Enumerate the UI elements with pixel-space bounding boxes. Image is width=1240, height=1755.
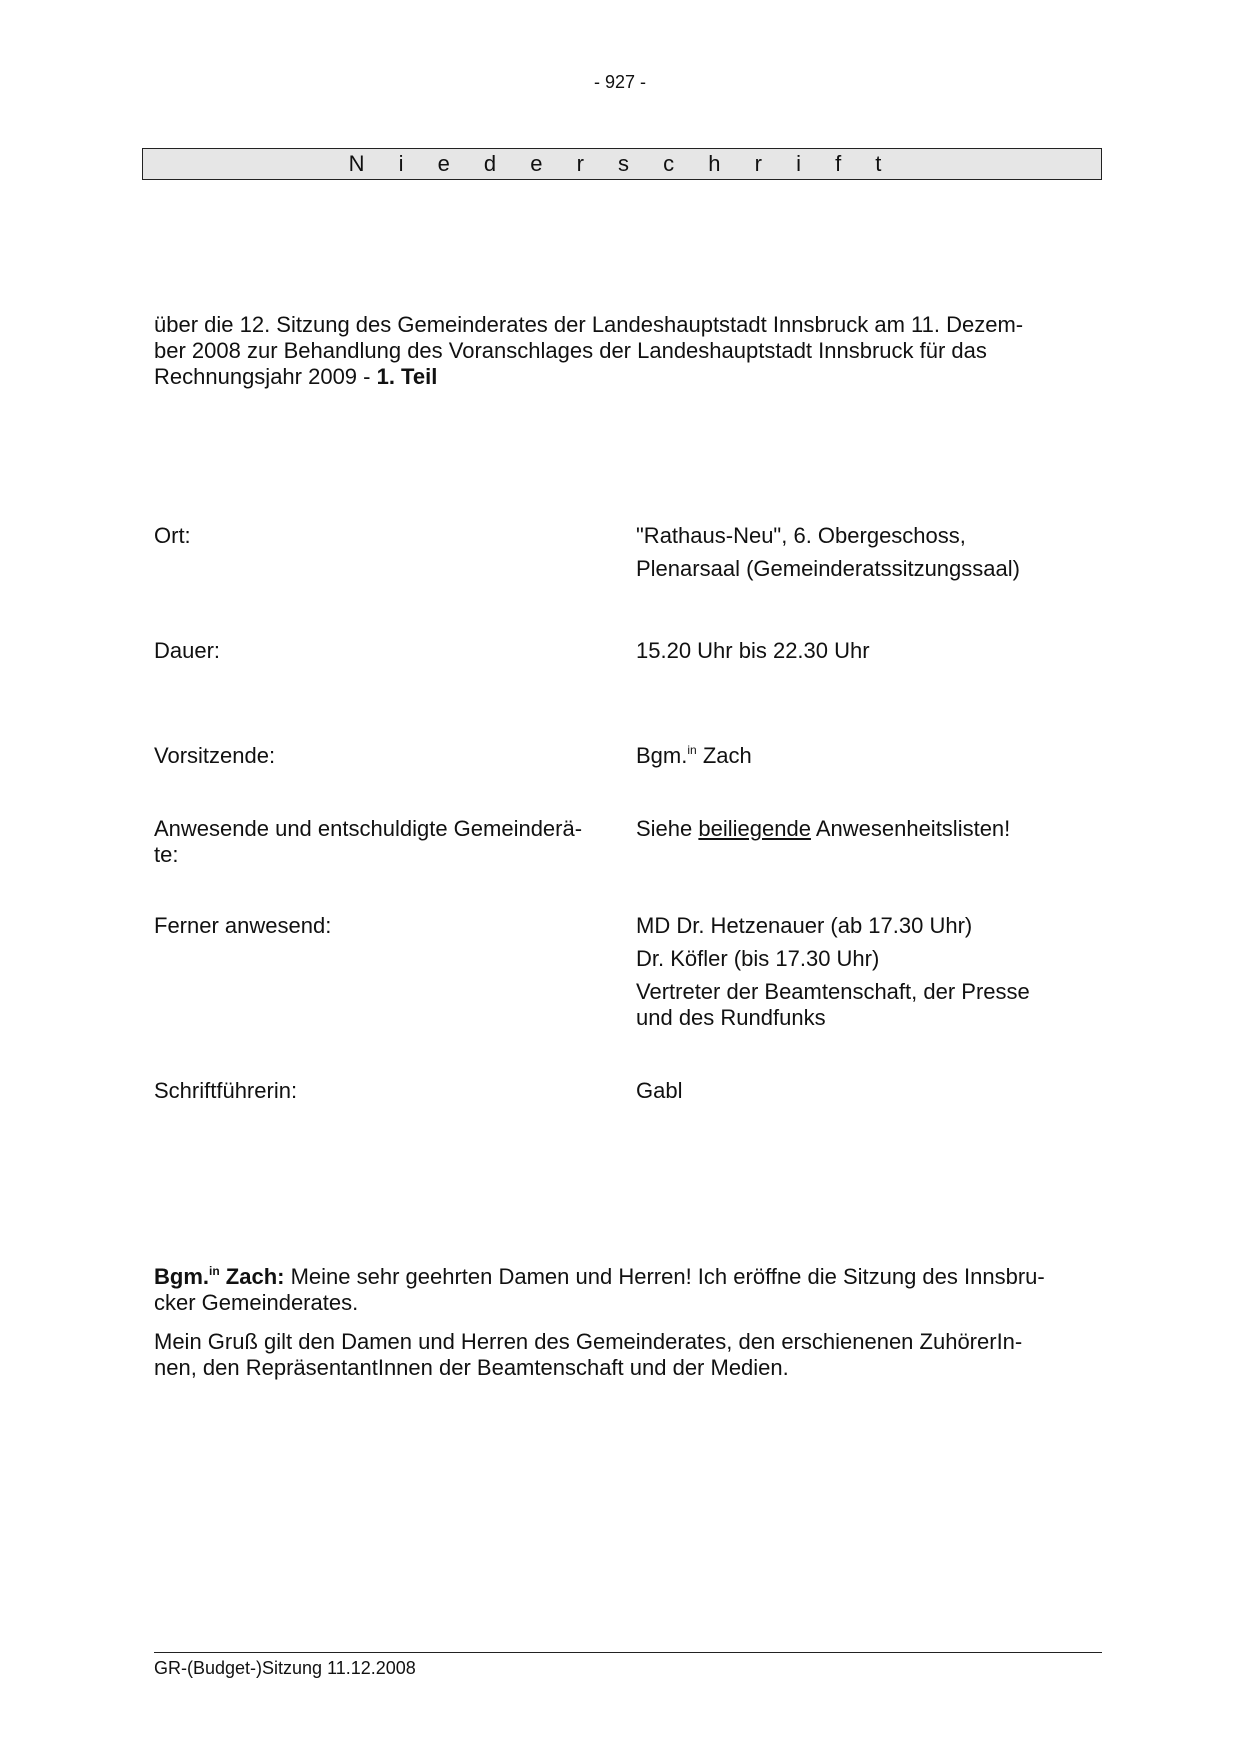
- detail-value-line: und des Rundfunks: [636, 1005, 826, 1030]
- intro-line: über die 12. Sitzung des Gemeinderates der Landeshauptstadt Innsbruck am 11. Dezem-: [154, 312, 1024, 337]
- superscript: in: [687, 743, 697, 757]
- intro-bold-text: 1. Teil: [376, 364, 438, 389]
- underlined-text: beiliegende: [698, 816, 811, 841]
- intro-paragraph: [154, 312, 1084, 390]
- detail-value-text: Anwesenheitslisten!: [810, 816, 1011, 841]
- speech-text: Meine sehr geehrten Damen und Herren! Ich eröffne die Sitzung des Innsbru-: [284, 1264, 1045, 1289]
- speech-line: [154, 1264, 1089, 1290]
- detail-label: Schriftführerin:: [154, 1078, 298, 1103]
- speech-paragraph: [154, 1264, 1089, 1316]
- speaker-name: Bgm.$^{in}$ Zach:: [154, 1264, 285, 1289]
- page-number: - 927 -: [593, 72, 647, 92]
- intro-line: [154, 364, 1084, 390]
- footer-text: GR-(Budget-)Sitzung 11.12.2008: [154, 1658, 416, 1678]
- detail-value: [636, 743, 1096, 769]
- detail-value: [636, 816, 1096, 842]
- speech-line: cker Gemeinderates.: [154, 1290, 359, 1315]
- detail-value-text: Siehe: [636, 816, 699, 841]
- intro-text: Rechnungsjahr 2009 -: [154, 364, 377, 389]
- document-title: N i e d e r s c h r i f t: [142, 148, 1102, 180]
- speech-line: Mein Gruß gilt den Damen und Herren des Gemeinderates, den erschienenen ZuhörerIn-: [154, 1329, 1023, 1354]
- detail-label: Ferner anwesend:: [154, 913, 332, 938]
- detail-value: [636, 913, 1096, 1038]
- footer-divider: [154, 1652, 1102, 1653]
- detail-label: Vorsitzende:: [154, 743, 276, 768]
- detail-value: [636, 523, 1096, 589]
- detail-value: 15.20 Uhr bis 22.30 Uhr: [636, 638, 870, 663]
- detail-value-line: MD Dr. Hetzenauer (ab 17.30 Uhr): [636, 913, 973, 938]
- detail-label-line: Anwesende und entschuldigte Gemeinderä-: [154, 816, 583, 841]
- speech-paragraph: [154, 1329, 1089, 1381]
- detail-value-line: "Rathaus-Neu", 6. Obergeschoss,: [636, 523, 966, 548]
- detail-value-text: Bgm.: [636, 743, 688, 768]
- detail-label: Dauer:: [154, 638, 221, 663]
- detail-value: Gabl: [636, 1078, 683, 1103]
- detail-label: [154, 816, 614, 868]
- speech-line: nen, den RepräsentantInnen der Beamtenschaft und der Medien.: [154, 1355, 789, 1380]
- detail-label-line: te:: [154, 842, 179, 867]
- detail-value-line: Dr. Köfler (bis 17.30 Uhr): [636, 946, 880, 971]
- intro-line: ber 2008 zur Behandlung des Voranschlages der Landeshauptstadt Innsbruck für das: [154, 338, 987, 363]
- detail-value-line: Vertreter der Beamtenschaft, der Presse: [636, 979, 1030, 1004]
- detail-value-text: Zach: [696, 743, 752, 768]
- detail-label: Ort:: [154, 523, 191, 548]
- detail-value-line: Plenarsaal (Gemeinderatssitzungssaal): [636, 556, 1020, 581]
